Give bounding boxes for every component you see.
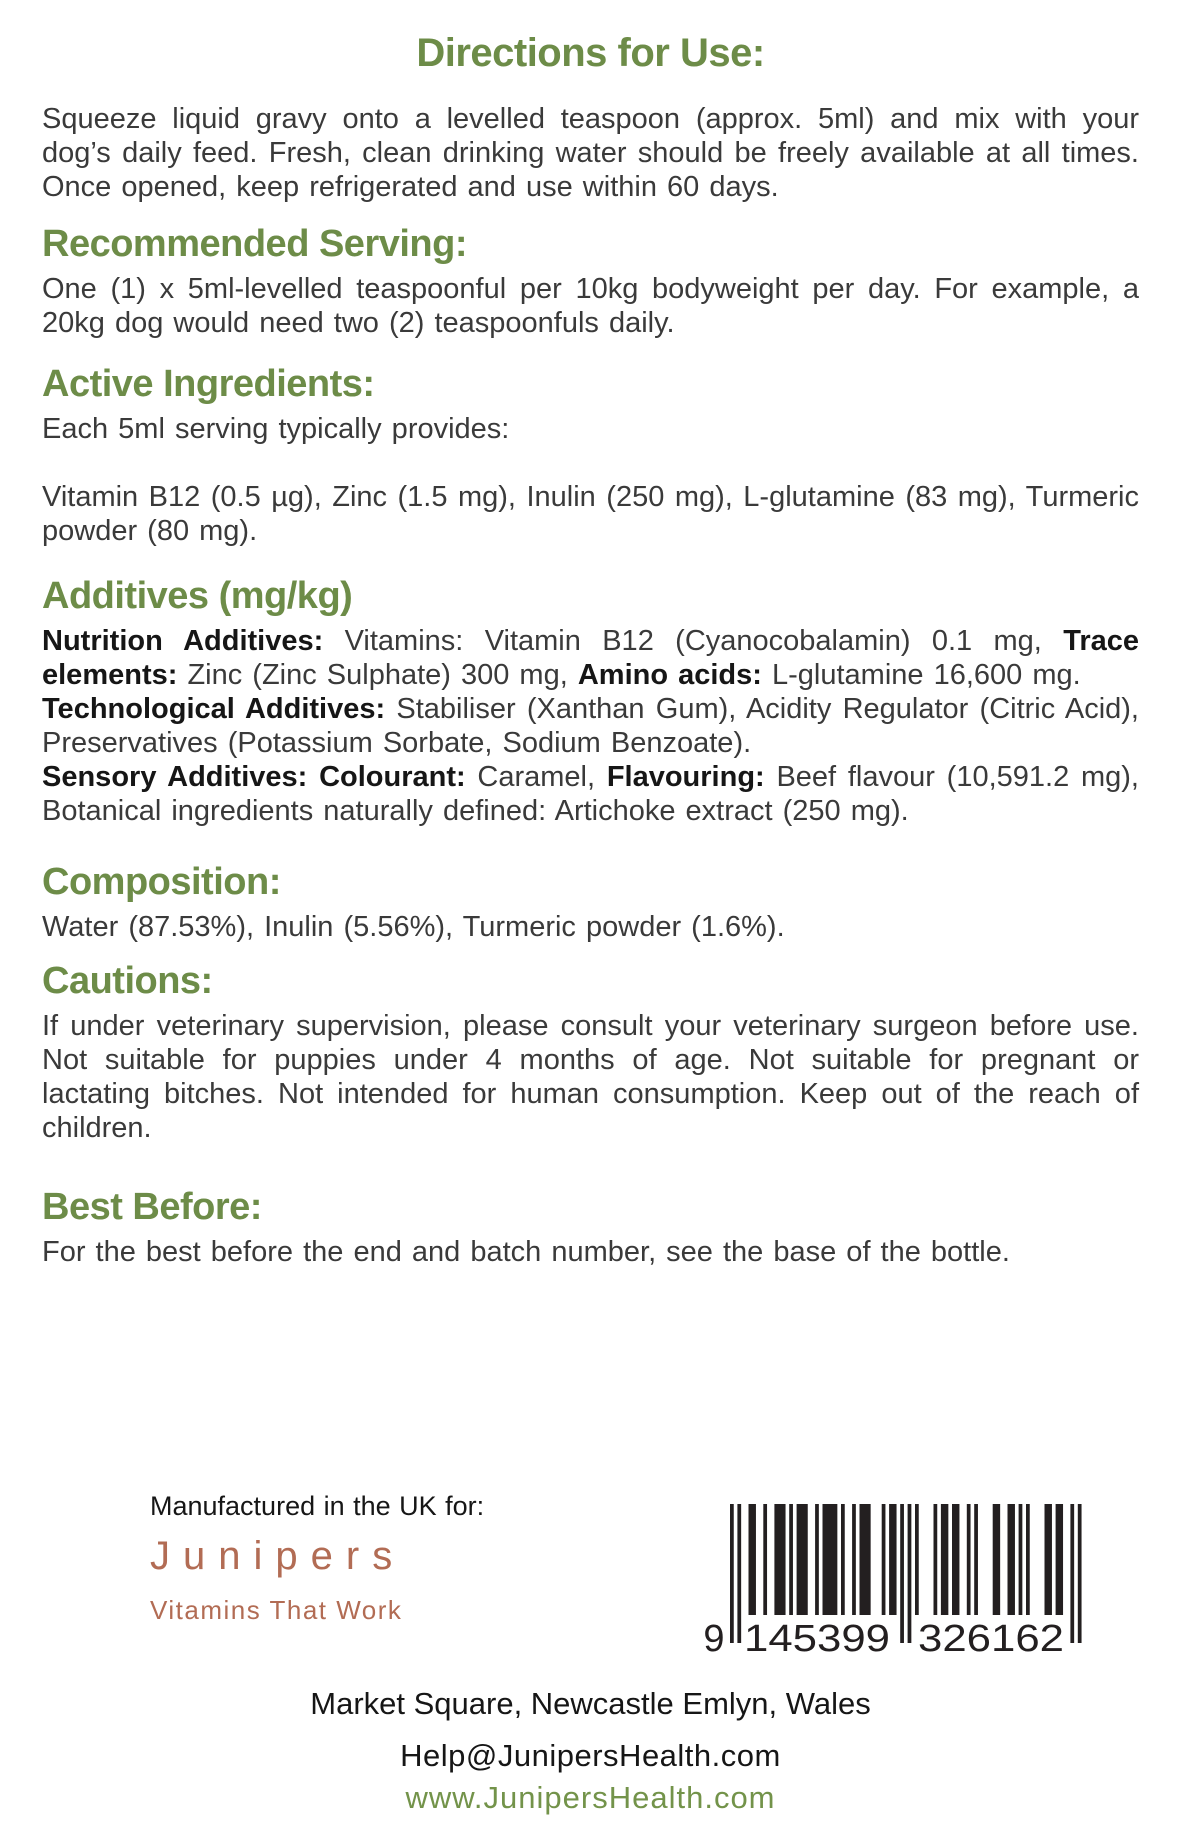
svg-text:326162: 326162 [918,1618,1064,1656]
brand-tagline: Vitamins That Work [150,1595,403,1625]
active-ingredients-list: Vitamin B12 (0.5 µg), Zinc (1.5 mg), Inulin (250 mg), L-glutamine (83 mg), Turmeric powder (80 mg). [42,481,1139,547]
best-before-heading: Best Before: [42,1186,262,1228]
svg-text:145399: 145399 [744,1618,890,1656]
additives-nutrition: Nutrition Additives: Vitamins: Vitamin B12 (Cyanocobalamin) 0.1 mg, Trace elements: Zinc (Zinc Sulphate) 300 mg, Amino acids: L-glutamine 16,600 mg. [42,625,1139,691]
svg-text:9: 9 [703,1618,725,1656]
active-ingredients-heading: Active Ingredients: [42,363,375,405]
barcode [700,1504,1085,1656]
active-ingredients-intro: Each 5ml serving typically provides: [42,413,510,445]
manufacturer-block [150,1490,484,1625]
additives-heading: Additives (mg/kg) [42,575,353,617]
address-line: Market Square, Newcastle Emlyn, Wales [310,1686,871,1721]
website-line: www.JunipersHealth.com [405,1780,776,1815]
composition-heading: Composition: [42,861,281,903]
serving-body: One (1) x 5ml-levelled teaspoonful per 10kg bodyweight per day. For example, a 20kg dog would need two (2) teaspoonfuls daily. [42,273,1139,339]
additives-sensory: Sensory Additives: Colourant: Caramel, Flavouring: Beef flavour (10,591.2 mg), Botanical ingredients naturally defined: Artichoke extract (250 mg). [42,761,1139,827]
directions-heading: Directions for Use: [416,31,765,75]
cautions-body: If under veterinary supervision, please consult your veterinary surgeon before use. Not suitable for puppies under 4 months of age. Not suitable for pregnant or lactating bitches. Not intended for human consumption. Keep out of the reach of children. [42,1010,1139,1144]
label-footer [0,1482,1181,1843]
additives-technological: Technological Additives: Stabiliser (Xanthan Gum), Acidity Regulator (Citric Acid), Preservatives (Potassium Sorbate, Sodium Benzoate). [42,693,1139,759]
serving-heading: Recommended Serving: [42,223,467,265]
brand-logo: Junipers [150,1534,406,1578]
email-line: Help@JunipersHealth.com [400,1738,781,1773]
composition-body: Water (87.53%), Inulin (5.56%), Turmeric powder (1.6%). [42,911,785,943]
manufactured-for-label: Manufactured in the UK for: [150,1491,485,1521]
directions-body: Squeeze liquid gravy onto a levelled teaspoon (approx. 5ml) and mix with your dog’s daily feed. Fresh, clean drinking water should be freely available at all times. Once opened, keep refrigerated and use within 60 days. [42,103,1139,203]
barcode-svg [700,1504,1085,1656]
best-before-body: For the best before the end and batch number, see the base of the bottle. [42,1236,1010,1268]
cautions-heading: Cautions: [42,960,213,1002]
